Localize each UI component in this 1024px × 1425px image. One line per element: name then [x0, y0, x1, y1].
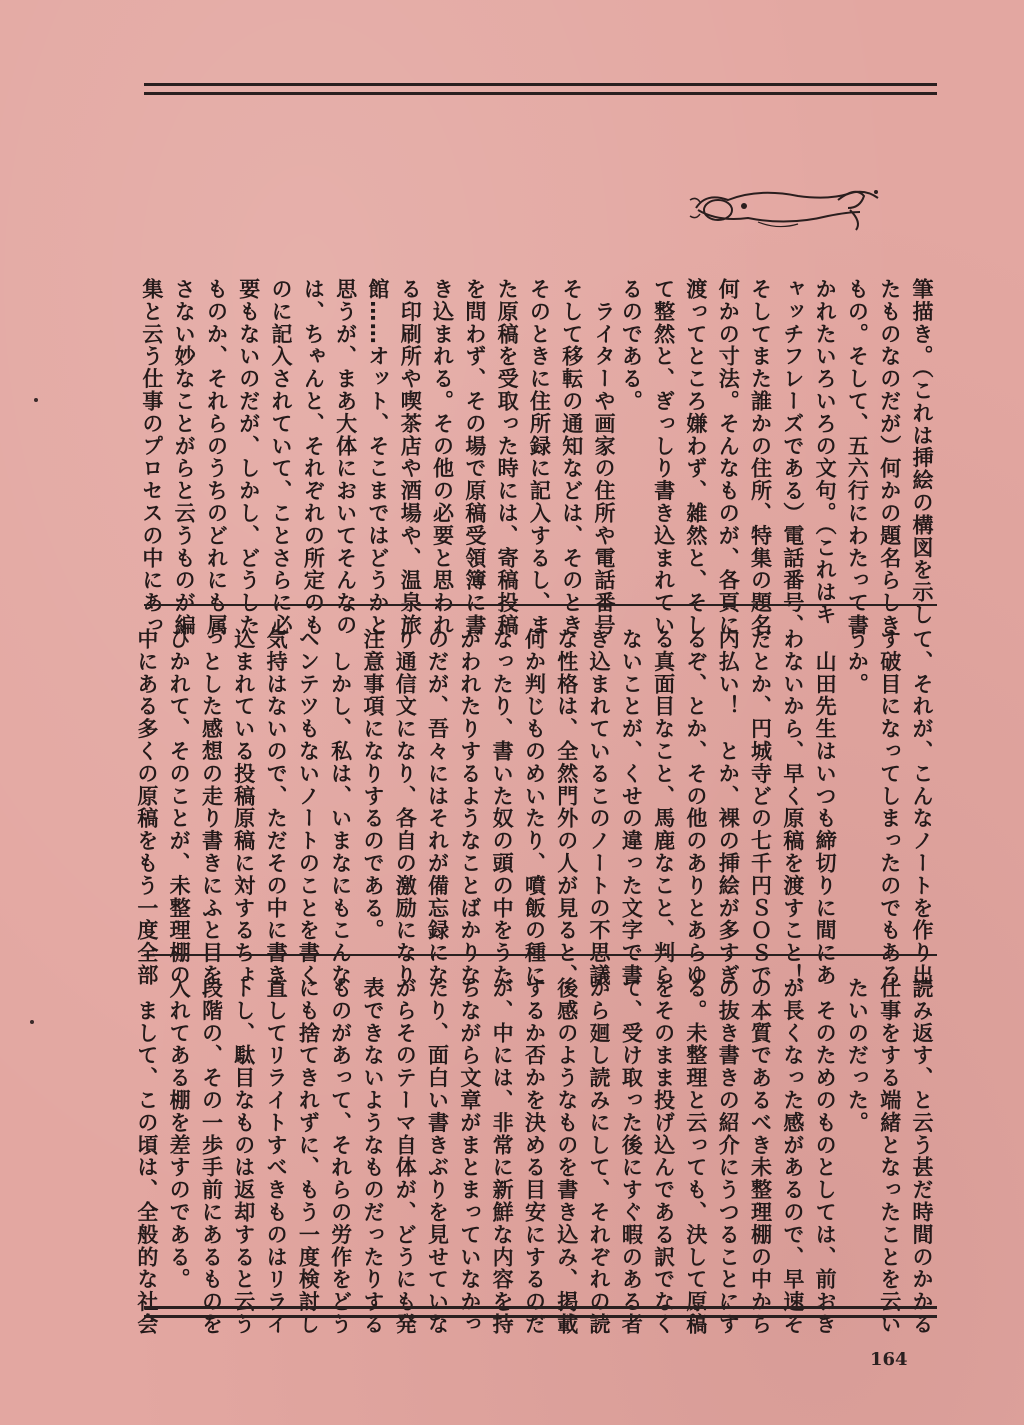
article-column-3: て、それが、こんなノートを作り出 す破目になってしまったのでもあろ うか。 山田先生はいつも締切りに間にあ わないから、早く原稿を渡すこと！ だとか、円城寺どの七千円ＳＯＳで 内払い！ とか、裸の挿絵が多すぎ るぞ、とか、その他のありとあらゆ る真面目なこと、馬鹿なこと、判ら ないことが、くせの違った文字で書 き込まれているこのノートの不思議 な性格は、全然門外の人が見ると、 何か判じものめいたり、噴飯の種に なったり、書いた奴の頭の中をうた がわれたりするようなことばかりな のだが、吾々にはそれが備忘録にな り通信文になり、各自の激励になり 注意事項になりするのである。 しかし、私は、いまなにもこんな ヘンテツもないノートのことを書く 気持はないので、ただその中に書き 込まれている投稿原稿に対するちょ っとした感想の走り書きにふと目を ひかれて、そのことが、未整理棚の 中にある多くの原稿をもう一度全部	[134, 628, 934, 987]
section-divider-2	[144, 954, 937, 956]
fish-illustration	[688, 182, 888, 250]
section-divider-1	[144, 604, 937, 606]
article-column-1: 筆描き。（これは挿絵の構図を示し たものなのだが）何かの題名らしき もの。そして、五六行にわたって書 かれたいろいろの文句。（これはキ ャッチフレーズである）電話番号、 そしてまた誰かの住所、特集の題名 何かの寸法。そんなものが、各頁に 渡ってところ嫌わず、雑然と、そし て整然と、ぎっしり書き込まれてい るのである。	[619, 278, 934, 637]
print-speck	[34, 398, 38, 402]
top-double-rule	[144, 83, 937, 95]
bottom-double-rule	[144, 1306, 937, 1318]
article-column-4: 読み返す、と云う甚だ時間のかかる 仕事をする端緒となったことを云い たいのだった。 そのためのものとしては、前おき が長くなった感があるので、早速そ の本質であるべき未整理棚の中から の抜き書きの紹介にうつることにす る。未整理と云っても、決して原稿 をそのまま投げ込んである訳でなく て、受け取った後にすぐ暇のある者 から廻し読みにして、それぞれの読 後感のようなものを書き込み、掲載 するか否かを決める目安にするのだ が、中には、非常に新鮮な内容を持 ちながら文章がまとまっていなかっ たり、面白い書きぶりを見せていな がらそのテーマ自体が、どうにも発 表できないようなものだったりする ものがあって、それらの労作をどう にも捨てきれずに、もう一度検討し 直してリライトすべきものはリライ トし、駄目なものは返却すると云う 段階の、その一歩手前にあるものを 入れてある棚を差すのである。 まして、この頃は、全般的な社会	[134, 977, 934, 1336]
print-speck	[30, 1020, 34, 1024]
article-column-2: ライターや画家の住所や電話番号 そして移転の通知などは、そのとき そのときに住所録に記入するし、ま た原稿を受取った時には、寄稿投稿 を問わず、その場で原稿受領簿に書 き込まれる。その他の必要と思われ る印刷所や喫茶店や酒場や、温泉旅 館……オット、そこまではどうかと 思うが、まあ大体においてそんなの は、ちゃんと、それぞれの所定のも のに記入されていて、ことさらに必 要もないのだが、しかし、どうした ものか、それらのうちのどれにも属 さない妙なことがらと云うものが編 集と云う仕事のプロセスの中にあっ	[139, 278, 616, 637]
page-number: 164	[870, 1349, 908, 1370]
